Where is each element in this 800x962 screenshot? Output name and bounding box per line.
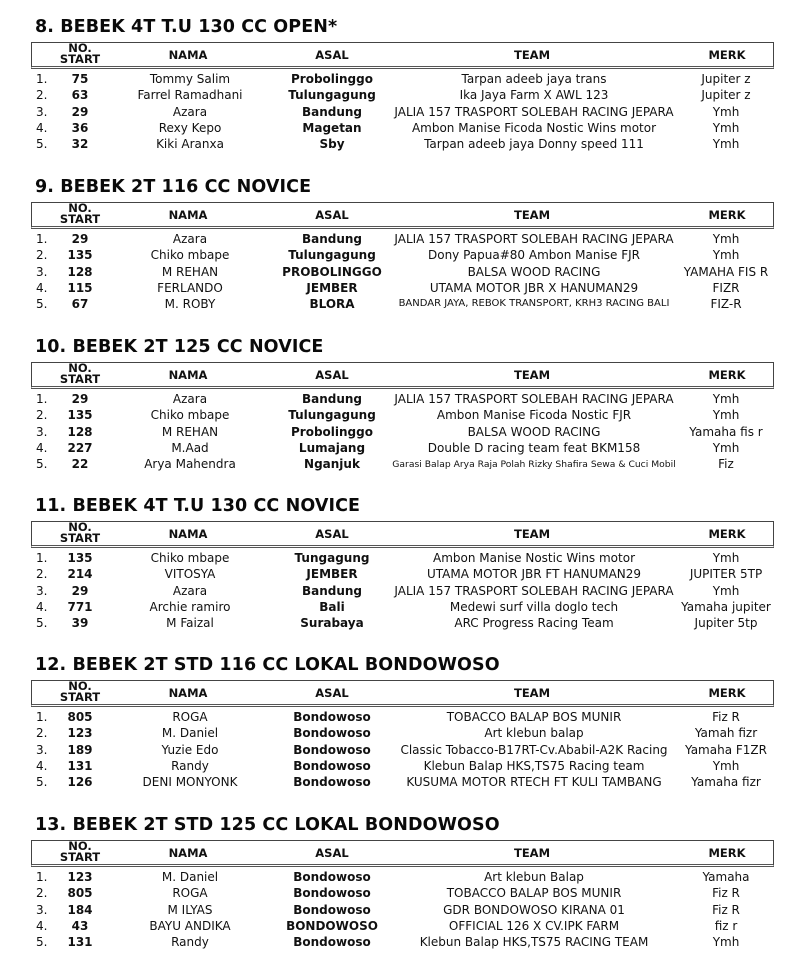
- table-row: [0, 600, 800, 616]
- origin-cell: Bandung: [301, 104, 363, 119]
- table-row: [0, 567, 800, 583]
- brand-cell: JUPITER 5TP: [689, 567, 763, 582]
- table-row: [0, 903, 800, 919]
- table-row: [0, 726, 800, 742]
- team-cell: Garasi Balap Arya Raja Polah Rizky Shafira Sewa & Cuci Mobil: [392, 459, 676, 471]
- start-number-cell: 29: [71, 392, 89, 406]
- table-header: [31, 362, 774, 389]
- start-number-cell: 75: [71, 72, 89, 86]
- table-header: [31, 840, 774, 867]
- header-team: TEAM: [513, 208, 551, 222]
- table-row: [0, 743, 800, 759]
- rider-name-cell: Azara: [172, 232, 208, 246]
- brand-cell: Ymh: [712, 248, 740, 263]
- start-number-cell: 29: [71, 232, 89, 246]
- header-no-start-line2: START: [59, 690, 101, 704]
- header-no-start-line1: NO.: [68, 679, 92, 693]
- team-cell: Double D racing team feat BKM158: [427, 440, 641, 455]
- position-cell: 4.: [36, 758, 48, 773]
- rider-name-cell: M Faizal: [166, 616, 214, 631]
- position-cell: 2.: [36, 726, 48, 741]
- header-merk: MERK: [708, 48, 746, 62]
- header-merk: MERK: [708, 846, 746, 860]
- origin-cell: Probolinggo: [291, 424, 373, 439]
- start-number-cell: 128: [67, 264, 93, 279]
- table-body: [0, 232, 800, 313]
- start-number-cell: 115: [67, 280, 93, 295]
- position-cell: 1.: [36, 710, 48, 724]
- start-number-cell: 67: [71, 297, 89, 312]
- origin-cell: Bandung: [301, 232, 363, 246]
- table-row: [0, 457, 800, 473]
- team-cell: JALIA 157 TRASPORT SOLEBAH RACING JEPARA: [394, 392, 674, 406]
- brand-cell: Ymh: [712, 120, 740, 135]
- position-cell: 5.: [36, 137, 48, 152]
- rider-name-cell: BAYU ANDIKA: [149, 918, 231, 933]
- brand-cell: Ymh: [712, 408, 740, 423]
- rider-name-cell: ROGA: [172, 886, 208, 901]
- table-row: [0, 137, 800, 153]
- header-nama: NAMA: [168, 527, 208, 541]
- rider-name-cell: M ILYAS: [167, 902, 213, 917]
- origin-cell: Bandung: [301, 583, 363, 598]
- start-number-cell: 227: [67, 440, 93, 455]
- origin-cell: Tulungagung: [288, 88, 376, 103]
- position-cell: 4.: [36, 120, 48, 135]
- origin-cell: Bondowoso: [293, 886, 371, 901]
- section-title: 10. BEBEK 2T 125 CC NOVICE: [35, 337, 324, 357]
- team-cell: Klebun Balap HKS,TS75 RACING TEAM: [419, 935, 649, 950]
- table-row: [0, 408, 800, 424]
- header-asal: ASAL: [315, 368, 349, 382]
- table-row: [0, 919, 800, 935]
- header-team: TEAM: [513, 527, 551, 541]
- header-no-start-line2: START: [59, 212, 101, 226]
- start-number-cell: 126: [67, 775, 93, 790]
- position-cell: 1.: [36, 232, 48, 246]
- header-no-start-line2: START: [59, 52, 101, 66]
- team-cell: KUSUMA MOTOR RTECH FT KULI TAMBANG: [406, 775, 662, 790]
- section-title: 8. BEBEK 4T T.U 130 CC OPEN*: [35, 17, 338, 37]
- brand-cell: Ymh: [712, 392, 740, 406]
- table-body: [0, 710, 800, 791]
- start-number-cell: 771: [67, 599, 93, 614]
- rider-name-cell: M REHAN: [161, 424, 219, 439]
- position-cell: 4.: [36, 918, 48, 933]
- header-nama: NAMA: [168, 48, 208, 62]
- start-number-cell: 805: [67, 886, 93, 901]
- start-number-cell: 29: [71, 583, 89, 598]
- team-cell: Klebun Balap HKS,TS75 Racing team: [423, 758, 645, 773]
- table-row: [0, 584, 800, 600]
- team-cell: Ika Jaya Farm X AWL 123: [459, 88, 609, 103]
- header-nama: NAMA: [168, 368, 208, 382]
- position-cell: 4.: [36, 280, 48, 295]
- rider-name-cell: FERLANDO: [157, 280, 223, 295]
- brand-cell: Jupiter 5tp: [694, 616, 758, 631]
- team-cell: Tarpan adeeb jaya trans: [461, 72, 607, 86]
- table-row: [0, 759, 800, 775]
- header-no-start: [57, 841, 103, 863]
- rider-name-cell: VITOSYA: [164, 567, 216, 582]
- table-header: [31, 42, 774, 69]
- start-number-cell: 123: [67, 870, 93, 884]
- origin-cell: Bondowoso: [293, 935, 371, 950]
- rider-name-cell: Azara: [172, 583, 208, 598]
- header-team: TEAM: [513, 368, 551, 382]
- team-cell: Tarpan adeeb jaya Donny speed 111: [424, 137, 644, 152]
- brand-cell: Ymh: [712, 935, 740, 950]
- start-number-cell: 39: [71, 616, 89, 631]
- team-cell: UTAMA MOTOR JBR FT HANUMAN29: [426, 567, 642, 582]
- table-row: [0, 265, 800, 281]
- start-number-cell: 135: [67, 408, 93, 423]
- header-no-start: [57, 203, 103, 225]
- brand-cell: Yamaha: [702, 870, 750, 884]
- table-row: [0, 297, 800, 313]
- table-row: [0, 886, 800, 902]
- header-no-start: [57, 522, 103, 544]
- position-cell: 2.: [36, 248, 48, 263]
- brand-cell: Jupiter z: [701, 72, 751, 86]
- header-no-start-line1: NO.: [68, 520, 92, 534]
- position-cell: 5.: [36, 935, 48, 950]
- rider-name-cell: Azara: [172, 104, 208, 119]
- brand-cell: Ymh: [712, 583, 740, 598]
- header-no-start-line1: NO.: [68, 839, 92, 853]
- origin-cell: Bondowoso: [293, 758, 371, 773]
- position-cell: 3.: [36, 424, 48, 439]
- header-no-start-line1: NO.: [68, 41, 92, 55]
- header-asal: ASAL: [315, 208, 349, 222]
- brand-cell: Ymh: [712, 758, 740, 773]
- rider-name-cell: Randy: [171, 758, 209, 773]
- team-cell: JALIA 157 TRASPORT SOLEBAH RACING JEPARA: [394, 104, 674, 119]
- table-body: [0, 870, 800, 951]
- section-title: 12. BEBEK 2T STD 116 CC LOKAL BONDOWOSO: [35, 655, 500, 675]
- team-cell: BANDAR JAYA, REBOK TRANSPORT, KRH3 RACING BALI: [398, 298, 670, 310]
- origin-cell: Lumajang: [298, 440, 366, 455]
- table-row: [0, 88, 800, 104]
- origin-cell: Sby: [319, 137, 345, 152]
- position-cell: 5.: [36, 457, 48, 472]
- header-no-start-line2: START: [59, 531, 101, 545]
- header-team: TEAM: [513, 846, 551, 860]
- rider-name-cell: Chiko mbape: [150, 408, 230, 423]
- start-number-cell: 32: [71, 137, 89, 152]
- table-header: [31, 521, 774, 548]
- rider-name-cell: ROGA: [172, 710, 208, 724]
- section-title: 9. BEBEK 2T 116 CC NOVICE: [35, 177, 312, 197]
- header-no-start-line1: NO.: [68, 201, 92, 215]
- position-cell: 1.: [36, 392, 48, 406]
- rider-name-cell: Randy: [171, 935, 209, 950]
- table-row: [0, 72, 800, 88]
- position-cell: 3.: [36, 742, 48, 757]
- position-cell: 2.: [36, 886, 48, 901]
- start-number-cell: 805: [67, 710, 93, 724]
- origin-cell: Bondowoso: [293, 742, 371, 757]
- origin-cell: Nganjuk: [304, 457, 360, 472]
- table-row: [0, 121, 800, 137]
- start-number-cell: 135: [67, 551, 93, 565]
- team-cell: JALIA 157 TRASPORT SOLEBAH RACING JEPARA: [394, 583, 674, 598]
- table-row: [0, 248, 800, 264]
- team-cell: UTAMA MOTOR JBR X HANUMAN29: [429, 280, 639, 295]
- brand-cell: Yamaha jupiter: [681, 599, 771, 614]
- header-asal: ASAL: [315, 48, 349, 62]
- brand-cell: fiz r: [714, 918, 738, 933]
- brand-cell: Jupiter z: [701, 88, 751, 103]
- table-row: [0, 710, 800, 726]
- origin-cell: Probolinggo: [291, 72, 373, 86]
- brand-cell: FIZR: [712, 280, 740, 295]
- start-number-cell: 189: [67, 742, 93, 757]
- rider-name-cell: M. Daniel: [161, 726, 219, 741]
- header-no-start-line1: NO.: [68, 361, 92, 375]
- team-cell: BALSA WOOD RACING: [467, 264, 601, 279]
- table-body: [0, 72, 800, 153]
- origin-cell: JEMBER: [306, 280, 358, 295]
- start-number-cell: 36: [71, 120, 89, 135]
- position-cell: 2.: [36, 408, 48, 423]
- team-cell: TOBACCO BALAP BOS MUNIR: [446, 710, 622, 724]
- team-cell: Ambon Manise Ficoda Nostic FJR: [436, 408, 632, 423]
- brand-cell: Ymh: [712, 104, 740, 119]
- team-cell: BALSA WOOD RACING: [467, 424, 601, 439]
- brand-cell: Fiz: [718, 457, 734, 472]
- position-cell: 5.: [36, 297, 48, 312]
- brand-cell: Yamaha F1ZR: [685, 742, 767, 757]
- rider-name-cell: Chiko mbape: [150, 551, 230, 565]
- table-row: [0, 775, 800, 791]
- team-cell: Classic Tobacco-B17RT-Cv.Ababil-A2K Racing: [400, 742, 668, 757]
- brand-cell: Ymh: [712, 137, 740, 152]
- start-number-cell: 131: [67, 758, 93, 773]
- origin-cell: JEMBER: [306, 567, 358, 582]
- rider-name-cell: M. ROBY: [164, 297, 216, 312]
- brand-cell: Yamaha fis r: [689, 424, 763, 439]
- start-number-cell: 135: [67, 248, 93, 263]
- header-merk: MERK: [708, 368, 746, 382]
- header-merk: MERK: [708, 686, 746, 700]
- team-cell: TOBACCO BALAP BOS MUNIR: [446, 886, 622, 901]
- team-cell: Dony Papua#80 Ambon Manise FJR: [427, 248, 641, 263]
- position-cell: 1.: [36, 551, 48, 565]
- origin-cell: Bandung: [301, 392, 363, 406]
- header-no-start: [57, 43, 103, 65]
- rider-name-cell: Yuzie Edo: [161, 742, 219, 757]
- origin-cell: Bondowoso: [293, 775, 371, 790]
- header-no-start-line2: START: [59, 372, 101, 386]
- rider-name-cell: DENI MONYONK: [142, 775, 238, 790]
- table-row: [0, 105, 800, 121]
- header-team: TEAM: [513, 48, 551, 62]
- header-no-start: [57, 363, 103, 385]
- table-row: [0, 870, 800, 886]
- header-asal: ASAL: [315, 527, 349, 541]
- team-cell: Medewi surf villa doglo tech: [449, 599, 619, 614]
- brand-cell: Fiz R: [712, 886, 740, 901]
- origin-cell: PROBOLINGGO: [282, 264, 382, 279]
- header-nama: NAMA: [168, 208, 208, 222]
- table-body: [0, 392, 800, 473]
- rider-name-cell: M.Aad: [171, 440, 209, 455]
- section-title: 13. BEBEK 2T STD 125 CC LOKAL BONDOWOSO: [35, 815, 500, 835]
- header-team: TEAM: [513, 686, 551, 700]
- origin-cell: Bondowoso: [293, 902, 371, 917]
- team-cell: Ambon Manise Nostic Wins motor: [432, 551, 635, 565]
- origin-cell: Tulungagung: [288, 408, 376, 423]
- position-cell: 5.: [36, 616, 48, 631]
- table-row: [0, 935, 800, 951]
- position-cell: 1.: [36, 72, 48, 86]
- start-number-cell: 214: [67, 567, 93, 582]
- position-cell: 3.: [36, 583, 48, 598]
- start-number-cell: 22: [71, 457, 89, 472]
- position-cell: 3.: [36, 104, 48, 119]
- origin-cell: BONDOWOSO: [286, 918, 378, 933]
- position-cell: 3.: [36, 264, 48, 279]
- team-cell: Art klebun Balap: [484, 870, 584, 884]
- table-header: [31, 680, 774, 707]
- position-cell: 2.: [36, 567, 48, 582]
- table-row: [0, 392, 800, 408]
- table-row: [0, 425, 800, 441]
- header-no-start: [57, 681, 103, 703]
- table-row: [0, 232, 800, 248]
- team-cell: JALIA 157 TRASPORT SOLEBAH RACING JEPARA: [394, 232, 674, 246]
- rider-name-cell: Arya Mahendra: [144, 457, 236, 472]
- origin-cell: Tungagung: [294, 551, 370, 565]
- position-cell: 2.: [36, 88, 48, 103]
- rider-name-cell: M REHAN: [161, 264, 219, 279]
- start-number-cell: 128: [67, 424, 93, 439]
- header-no-start-line2: START: [59, 850, 101, 864]
- team-cell: OFFICIAL 126 X CV.IPK FARM: [448, 918, 620, 933]
- position-cell: 3.: [36, 902, 48, 917]
- start-number-cell: 184: [67, 902, 93, 917]
- start-number-cell: 63: [71, 88, 89, 103]
- brand-cell: Ymh: [712, 440, 740, 455]
- position-cell: 1.: [36, 870, 48, 884]
- section-title: 11. BEBEK 4T T.U 130 CC NOVICE: [35, 496, 361, 516]
- header-asal: ASAL: [315, 846, 349, 860]
- origin-cell: BLORA: [309, 297, 355, 312]
- brand-cell: Fiz R: [712, 902, 740, 917]
- brand-cell: YAMAHA FIS R: [683, 264, 769, 279]
- origin-cell: Bondowoso: [293, 726, 371, 741]
- team-cell: Ambon Manise Ficoda Nostic Wins motor: [411, 120, 657, 135]
- start-number-cell: 131: [67, 935, 93, 950]
- brand-cell: Ymh: [712, 551, 740, 565]
- table-row: [0, 441, 800, 457]
- header-nama: NAMA: [168, 846, 208, 860]
- position-cell: 4.: [36, 599, 48, 614]
- header-asal: ASAL: [315, 686, 349, 700]
- brand-cell: Ymh: [712, 232, 740, 246]
- rider-name-cell: M. Daniel: [161, 870, 219, 884]
- origin-cell: Bondowoso: [293, 710, 371, 724]
- header-nama: NAMA: [168, 686, 208, 700]
- position-cell: 5.: [36, 775, 48, 790]
- table-row: [0, 616, 800, 632]
- start-number-cell: 43: [71, 918, 89, 933]
- start-number-cell: 29: [71, 104, 89, 119]
- origin-cell: Bondowoso: [293, 870, 371, 884]
- team-cell: Art klebun balap: [484, 726, 584, 741]
- table-header: [31, 202, 774, 229]
- origin-cell: Magetan: [302, 120, 362, 135]
- position-cell: 4.: [36, 440, 48, 455]
- rider-name-cell: Chiko mbape: [150, 248, 230, 263]
- origin-cell: Surabaya: [300, 616, 364, 631]
- header-merk: MERK: [708, 208, 746, 222]
- brand-cell: FIZ-R: [710, 297, 742, 312]
- rider-name-cell: Kiki Aranxa: [156, 137, 224, 152]
- team-cell: ARC Progress Racing Team: [454, 616, 614, 631]
- origin-cell: Tulungagung: [288, 248, 376, 263]
- rider-name-cell: Rexy Kepo: [158, 120, 222, 135]
- header-merk: MERK: [708, 527, 746, 541]
- start-number-cell: 123: [67, 726, 93, 741]
- table-body: [0, 551, 800, 632]
- rider-name-cell: Archie ramiro: [149, 599, 231, 614]
- brand-cell: Fiz R: [712, 710, 740, 724]
- brand-cell: Yamaha fizr: [691, 775, 761, 790]
- rider-name-cell: Azara: [172, 392, 208, 406]
- brand-cell: Yamah fizr: [694, 726, 758, 741]
- team-cell: GDR BONDOWOSO KIRANA 01: [443, 902, 625, 917]
- rider-name-cell: Tommy Salim: [149, 72, 231, 86]
- table-row: [0, 551, 800, 567]
- rider-name-cell: Farrel Ramadhani: [137, 88, 243, 103]
- origin-cell: Bali: [319, 599, 345, 614]
- table-row: [0, 281, 800, 297]
